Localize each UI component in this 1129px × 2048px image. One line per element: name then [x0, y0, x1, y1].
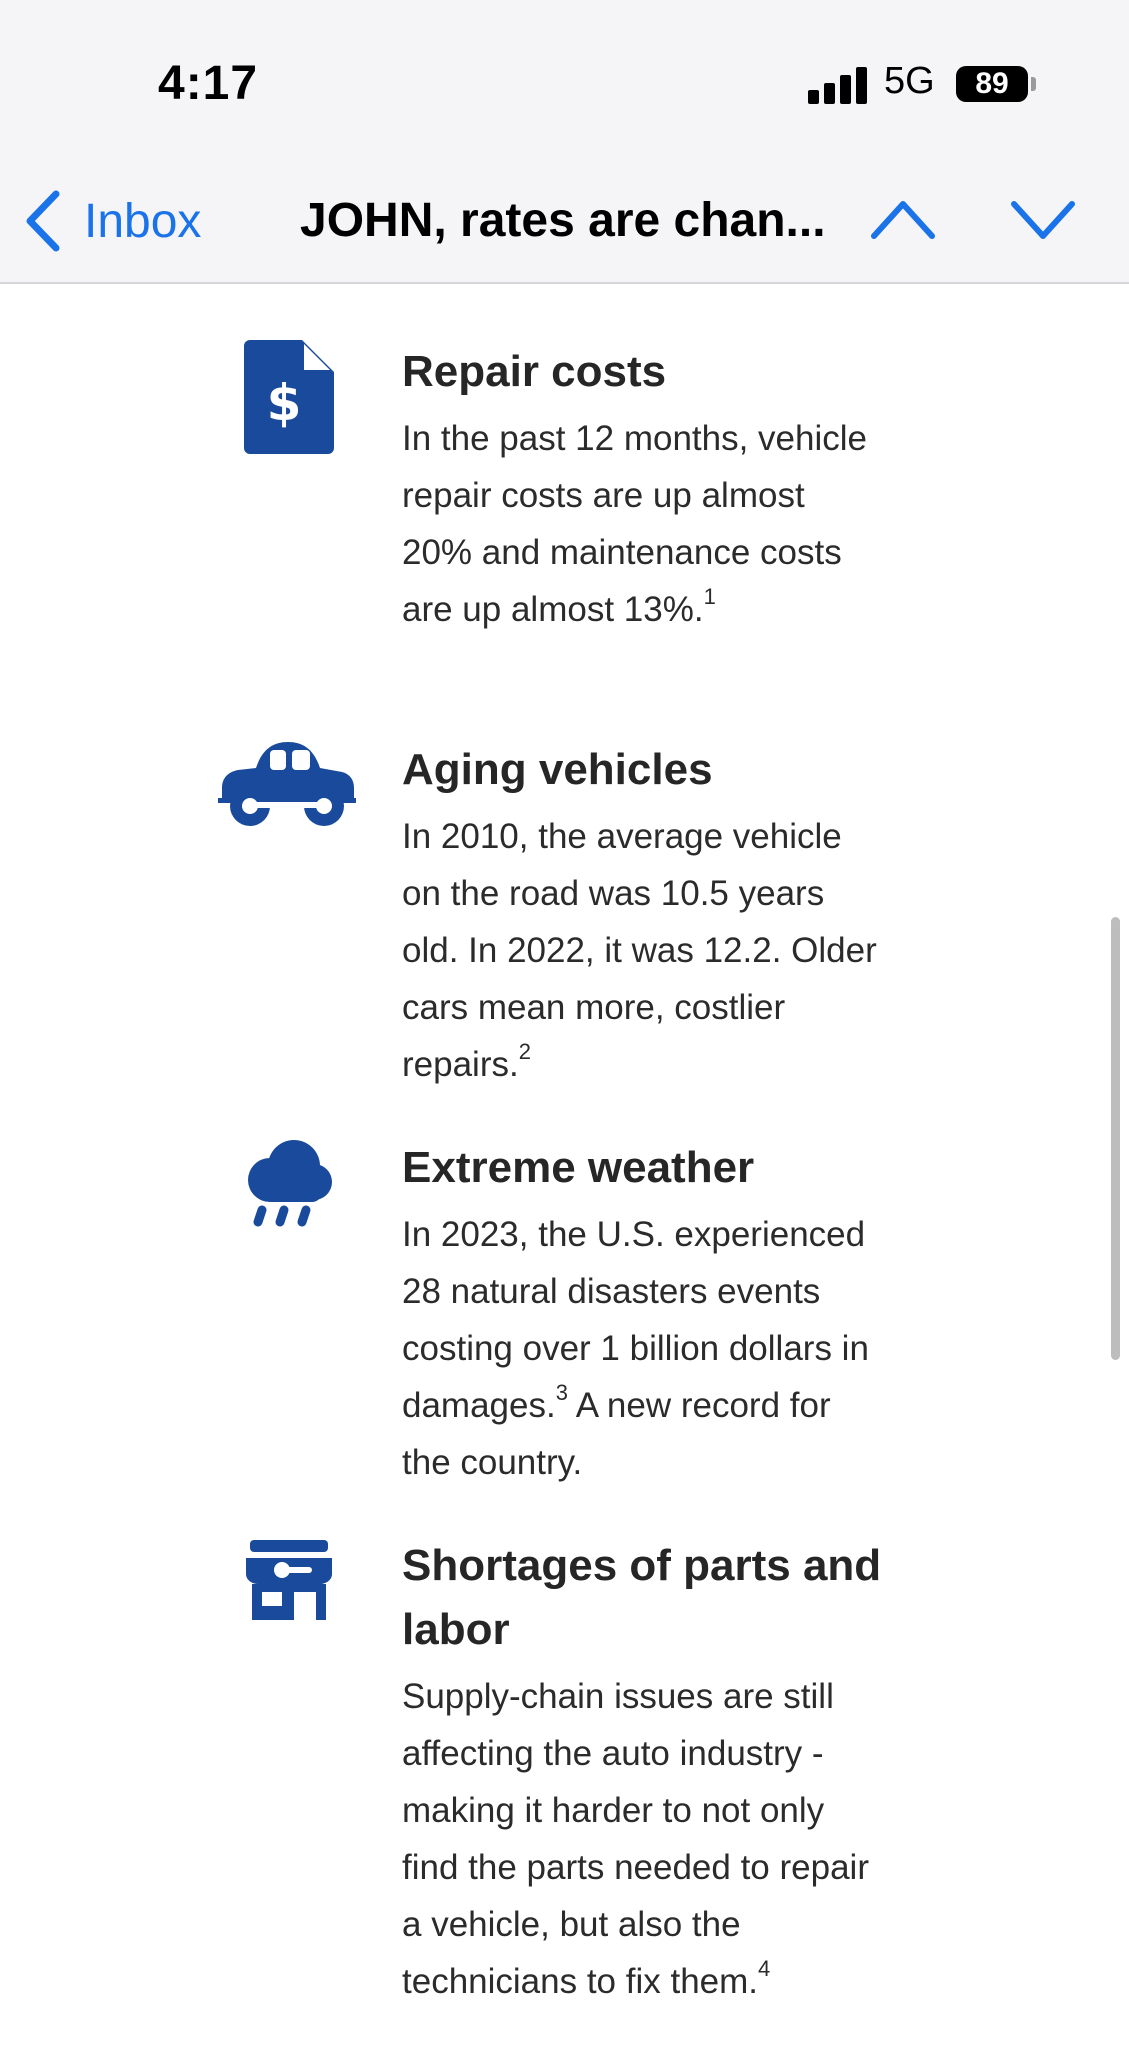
- cellular-signal-icon: [808, 66, 868, 104]
- item-body-text: In the past 12 months, vehicle repair costs are up almost 20% and maintenance costs are up almost 13%.: [402, 419, 867, 629]
- chevron-left-icon: [22, 190, 62, 252]
- back-label: Inbox: [84, 194, 202, 248]
- chevron-up-icon: [868, 190, 938, 250]
- next-message-button[interactable]: [1008, 190, 1078, 250]
- item-title: Aging vehicles: [402, 745, 713, 794]
- item-body-text-continued: A new record for the country.: [402, 1386, 831, 1482]
- car-icon: [218, 740, 356, 830]
- status-bar: [0, 0, 1129, 160]
- footnote-marker: 2: [518, 1039, 531, 1065]
- previous-message-button[interactable]: [868, 190, 938, 250]
- footnote-marker: 1: [703, 584, 716, 610]
- item-body: [402, 410, 882, 638]
- footnote-marker: 3: [555, 1380, 568, 1406]
- item-body-text: In 2023, the U.S. experienced 28 natural disasters events costing over 1 billion dollars in damages.: [402, 1215, 869, 1425]
- dollar-document-icon: [244, 340, 334, 454]
- status-time: 4:17: [158, 57, 259, 110]
- mail-nav-bar: [0, 160, 1129, 284]
- chevron-down-icon: [1008, 190, 1078, 250]
- item-title: Extreme weather: [402, 1143, 755, 1192]
- rain-cloud-icon: [244, 1140, 334, 1228]
- item-body-text: In 2010, the average vehicle on the road was 10.5 years old. In 2022, it was 12.2. Older cars mean more, costlier repairs.: [402, 817, 877, 1084]
- item-body-text: Supply-chain issues are still affecting the auto industry - making it harder to not only find the parts needed to repair a vehicle, but also the technicians to fix them.: [402, 1677, 869, 2001]
- auto-shop-icon: [246, 1540, 332, 1620]
- network-type: 5G: [884, 60, 935, 102]
- item-body: [402, 808, 882, 1093]
- item-body: [402, 1206, 882, 1491]
- message-subject-title: JOHN, rates are chan...: [300, 194, 826, 247]
- battery-icon: 89: [956, 66, 1028, 102]
- item-body: [402, 1668, 882, 2010]
- vertical-scrollbar[interactable]: [1111, 917, 1120, 1360]
- footnote-marker: 4: [758, 1956, 771, 1982]
- item-title: Shortages of parts and labor: [402, 1541, 882, 1654]
- back-to-inbox-button[interactable]: [22, 186, 201, 256]
- svg-text:$: $: [266, 374, 302, 432]
- battery-tip: [1031, 77, 1036, 91]
- item-title: Repair costs: [402, 347, 667, 396]
